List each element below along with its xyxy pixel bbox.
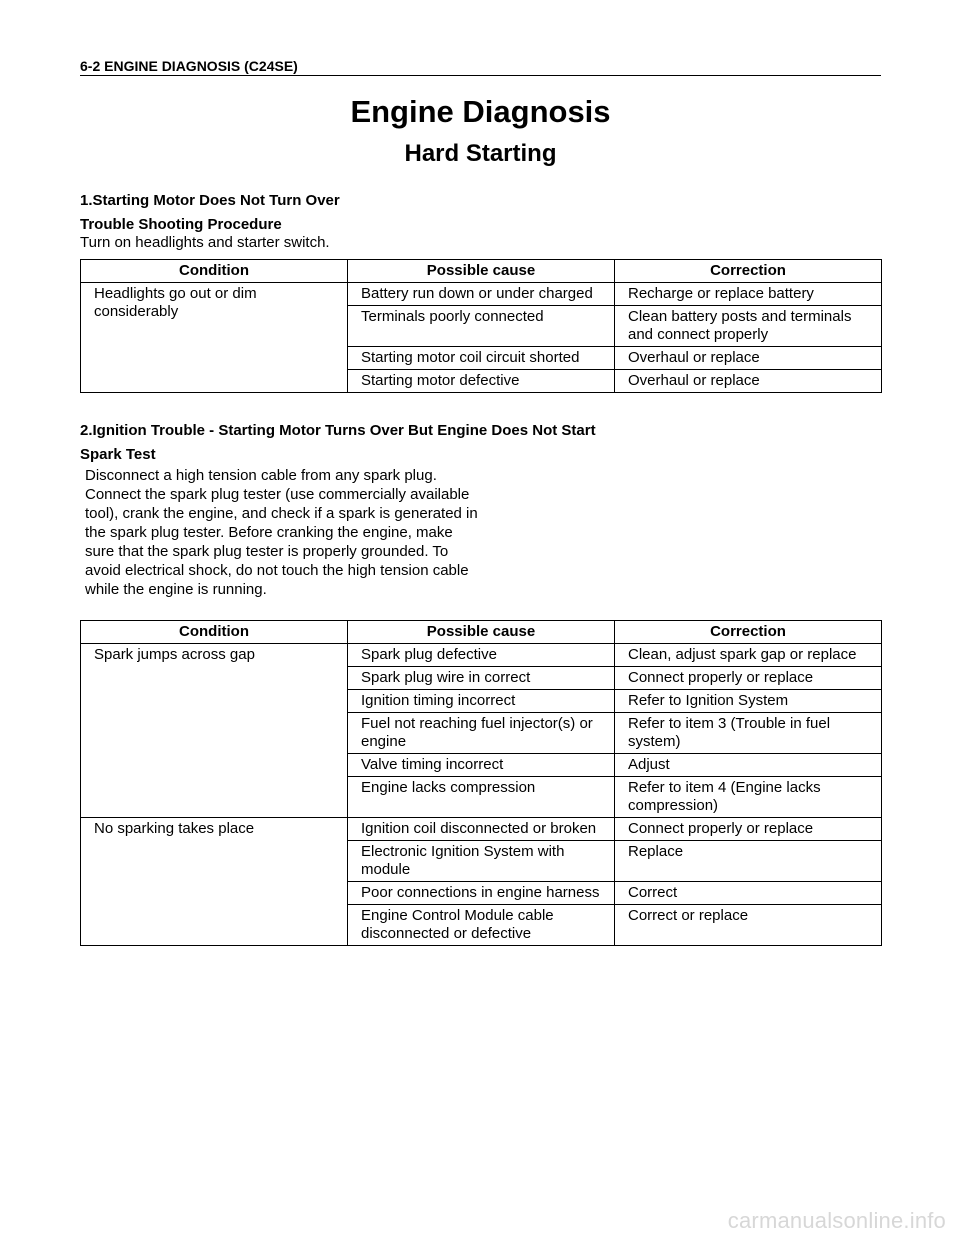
- cause-cell: Electronic Ignition System with module: [348, 841, 615, 882]
- cause-cell: Terminals poorly connected: [348, 306, 615, 347]
- condition-cell: Spark jumps across gap: [81, 644, 348, 818]
- procedure-instruction: Turn on headlights and starter switch.: [80, 234, 330, 251]
- correction-cell: Connect properly or replace: [615, 667, 882, 690]
- correction-cell: Overhaul or replace: [615, 370, 882, 393]
- spark-test-paragraph: Disconnect a high tension cable from any spark plug. Connect the spark plug tester (use commercially available tool), crank the engine, and check if a spark is generated in the spark plug tester. Before cranking the engine, make sure that the spark plug tester is properly grounded. To avoid electrical shock, do not touch the high tension cable while the engine is running.: [85, 467, 478, 598]
- column-header-correction: Correction: [615, 621, 882, 644]
- table-row: [81, 283, 882, 306]
- cause-cell: Ignition timing incorrect: [348, 690, 615, 713]
- cause-cell: Battery run down or under charged: [348, 283, 615, 306]
- column-header-condition: Condition: [81, 260, 348, 283]
- running-header: 6-2 ENGINE DIAGNOSIS (C24SE): [80, 58, 881, 76]
- column-header-cause: Possible cause: [348, 621, 615, 644]
- cause-cell: Spark plug wire in correct: [348, 667, 615, 690]
- correction-cell: Clean, adjust spark gap or replace: [615, 644, 882, 667]
- page-title: Engine Diagnosis: [350, 94, 611, 129]
- correction-cell: Refer to Ignition System: [615, 690, 882, 713]
- condition-cell: No sparking takes place: [81, 818, 348, 946]
- cause-cell: Poor connections in engine harness: [348, 882, 615, 905]
- section1-heading: 1.Starting Motor Does Not Turn Over: [80, 192, 340, 209]
- table-row: [81, 818, 882, 841]
- cause-cell: Fuel not reaching fuel injector(s) or engine: [348, 713, 615, 754]
- cause-cell: Engine lacks compression: [348, 777, 615, 818]
- correction-cell: Overhaul or replace: [615, 347, 882, 370]
- watermark: carmanualsonline.info: [727, 1208, 946, 1233]
- cause-cell: Starting motor coil circuit shorted: [348, 347, 615, 370]
- cause-cell: Engine Control Module cable disconnected or defective: [348, 905, 615, 946]
- correction-cell: Correct or replace: [615, 905, 882, 946]
- table-row: [81, 644, 882, 667]
- correction-cell: Replace: [615, 841, 882, 882]
- cause-cell: Valve timing incorrect: [348, 754, 615, 777]
- correction-cell: Connect properly or replace: [615, 818, 882, 841]
- procedure-heading: Trouble Shooting Procedure: [80, 216, 282, 233]
- starting-motor-table: [80, 259, 882, 393]
- correction-cell: Recharge or replace battery: [615, 283, 882, 306]
- cause-cell: Ignition coil disconnected or broken: [348, 818, 615, 841]
- section2-heading: 2.Ignition Trouble - Starting Motor Turns Over But Engine Does Not Start: [80, 422, 596, 439]
- table-header-row: [81, 260, 882, 283]
- ignition-trouble-table: [80, 620, 882, 946]
- page-subtitle: Hard Starting: [404, 140, 557, 167]
- column-header-condition: Condition: [81, 621, 348, 644]
- column-header-cause: Possible cause: [348, 260, 615, 283]
- correction-cell: Clean battery posts and terminals and connect properly: [615, 306, 882, 347]
- column-header-correction: Correction: [615, 260, 882, 283]
- cause-cell: Starting motor defective: [348, 370, 615, 393]
- spark-test-heading: Spark Test: [80, 446, 156, 463]
- table-header-row: [81, 621, 882, 644]
- condition-cell: Headlights go out or dim considerably: [81, 283, 348, 393]
- correction-cell: Adjust: [615, 754, 882, 777]
- correction-cell: Refer to item 3 (Trouble in fuel system): [615, 713, 882, 754]
- correction-cell: Correct: [615, 882, 882, 905]
- cause-cell: Spark plug defective: [348, 644, 615, 667]
- correction-cell: Refer to item 4 (Engine lacks compression): [615, 777, 882, 818]
